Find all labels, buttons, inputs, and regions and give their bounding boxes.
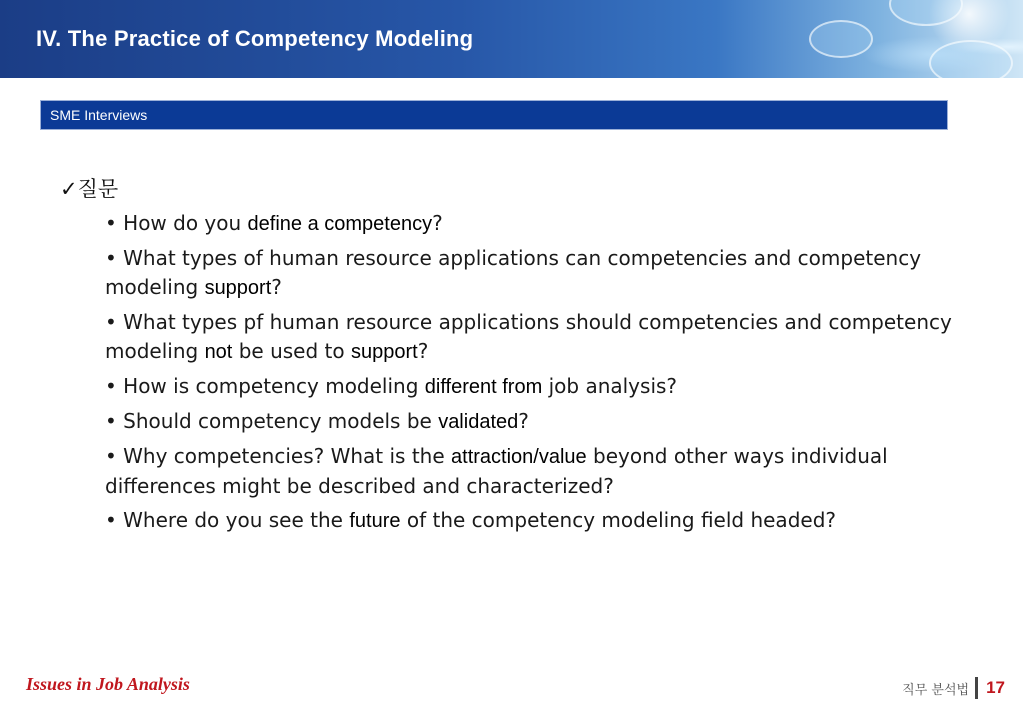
question-text: • Where do you see the: [105, 508, 350, 532]
question-text: ?: [518, 409, 529, 433]
question-text: job analysis?: [542, 374, 678, 398]
section-label: SME Interviews: [50, 107, 148, 123]
question-keyword: not: [204, 341, 233, 363]
question-text: • Why competencies? What is the: [105, 444, 452, 468]
question-text: • How is competency modeling: [105, 374, 425, 398]
question-item: [105, 506, 985, 536]
slide-header: [0, 0, 1023, 78]
questions-heading: ✓질문: [60, 177, 119, 201]
question-item: [105, 407, 985, 437]
question-text: • How do you: [105, 211, 248, 235]
question-item: [105, 442, 985, 501]
question-keyword: validated: [438, 411, 519, 433]
coin-decoration: [929, 40, 1013, 78]
question-item: [105, 244, 985, 303]
question-keyword: support: [204, 277, 272, 299]
question-text: • What types of human resource applications can competencies and competency modeling: [105, 246, 922, 299]
question-text: • What types pf human resource applications should competencies and competency modeling: [105, 310, 952, 363]
question-item: [105, 308, 985, 367]
page-number: 17: [986, 678, 1005, 697]
question-text: • Should competency models be: [105, 409, 439, 433]
question-text: beyond other ways individual differences might be described and characterized?: [105, 444, 888, 498]
question-item: [105, 372, 985, 402]
section-bar: [40, 100, 948, 130]
question-text: ?: [432, 211, 443, 235]
question-keyword: attraction/value: [451, 446, 587, 468]
footer-course-title: Issues in Job Analysis: [26, 674, 190, 694]
question-keyword: future: [349, 510, 401, 532]
footer-right: [902, 676, 1005, 700]
question-keyword: define a competency: [247, 213, 433, 235]
footer-divider: [975, 677, 978, 699]
question-text: be used to: [232, 339, 351, 363]
question-keyword: different from: [424, 376, 543, 398]
footer-course-name: 직무 분석법: [902, 682, 970, 698]
slide-title: IV. The Practice of Competency Modeling: [36, 26, 474, 51]
question-text: ?: [271, 275, 282, 299]
question-text: ?: [417, 339, 429, 363]
question-keyword: support: [350, 341, 418, 363]
question-text: of the competency modeling field headed?: [400, 508, 837, 532]
coin-decoration: [809, 20, 873, 58]
question-item: [105, 209, 985, 239]
questions-list: [105, 209, 985, 541]
